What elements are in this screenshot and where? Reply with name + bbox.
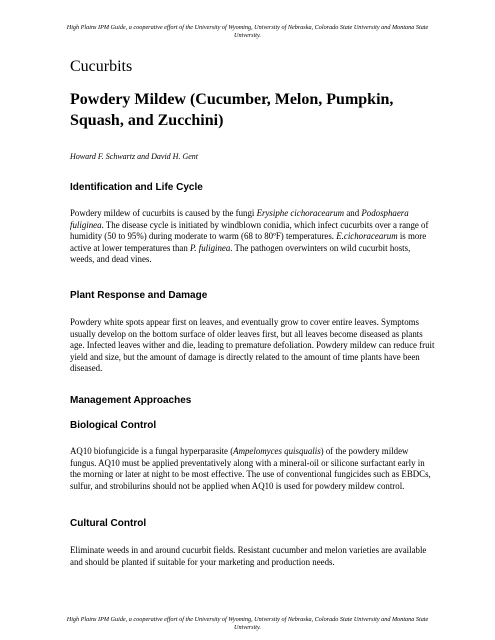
heading-plant-response: Plant Response and Damage (70, 290, 208, 301)
page-title: Powdery Mildew (Cucumber, Melon, Pumpkin, Squash, and Zucchini) (70, 91, 394, 129)
section-title: Cucurbits (70, 58, 133, 75)
cultural-control-paragraph: Eliminate weeds in and around cucurbit fields. Resistant cucumber and melon varieties are available and should be planted if suitable for your marketing and production needs. (70, 545, 427, 567)
heading-identification: Identification and Life Cycle (70, 182, 203, 193)
heading-management: Management Approaches (70, 395, 192, 406)
plant-response-paragraph: Powdery white spots appear first on leaves, and eventually grow to cover entire leaves. Symptoms usually develop on the bottom surface of older leaves first, but all leaves become diseased as plants age. Infected leaves wither and die, leading to premature defoliation. Powdery mildew can reduce fruit yield and size, but the amount of damage is directly related to the amount of time plants have been diseased. (70, 317, 435, 374)
heading-cultural-control: Cultural Control (70, 518, 147, 529)
identification-paragraph: Powdery mildew of cucurbits is caused by the fungi Erysiphe cichoracearum and Podosphaera fuliginea. The disease cycle is initiated by windblown conidia, which infect cucurbits over a range of humidity (50 to 95%) during moderate to warm (68 to 80ºF) temperatures. E.cichoracearum is more active at lower temperatures than P. fuliginea. The pathogen overwinters on wild cucurbit hosts, weeds, and dead vines. (70, 208, 429, 265)
running-footer: High Plains IPM Guide, a cooperative effort of the University of Wyoming, University of Nebraska, Colorado State University and Montana State University. (66, 616, 429, 631)
authors: Howard F. Schwartz and David H. Gent (70, 152, 198, 161)
running-header: High Plains IPM Guide, a cooperative effort of the University of Wyoming, University of Nebraska, Colorado State University and Montana State University. (66, 24, 429, 39)
heading-biological-control: Biological Control (70, 420, 157, 431)
biological-control-paragraph: AQ10 biofungicide is a fungal hyperparasite (Ampelomyces quisqualis) of the powdery mildew fungus. AQ10 must be applied preventatively along with a mineral-oil or silicone surfactant early in the morning or later at night to be most effective. The use of conventional fungicides such as EBDCs, sulfur, and strobilurins should not be applied when AQ10 is used for powdery mildew control. (70, 446, 431, 491)
